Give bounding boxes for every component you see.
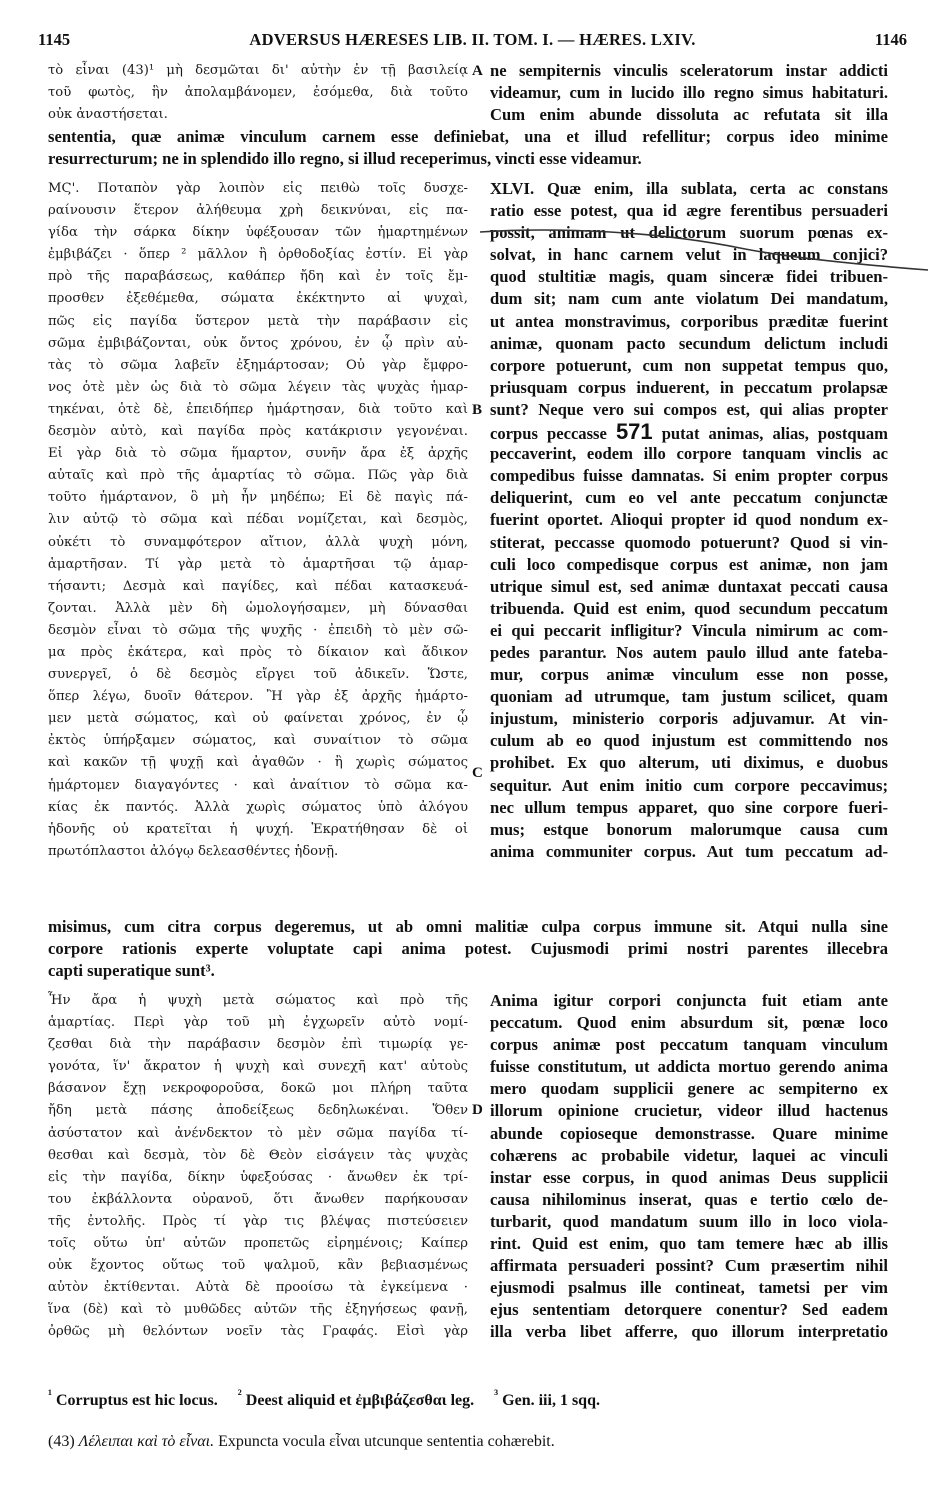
latin-line: Anima igitur corpori conjuncta fuit etiam ante (490, 991, 888, 1010)
greek-line: ἡδονῆς οὐ κρατεῖται ἡ ψυχή. Ἐκρατήθησαν δὲ οἱ (48, 821, 468, 837)
greek-line: γονότα, ἵν' ἄκρατον ἡ ψυχὴ καὶ συνεχῆ κατ' αὐτοὺς (48, 1059, 468, 1075)
greek-line: αὐταῖς καὶ πρὸ τῆς ἁμαρτίας τὸ σῶμα. Πῶς γὰρ διὰ (48, 468, 468, 484)
greek-line: Εἰ γὰρ διὰ τὸ σῶμα ἥμαρτον, συνῆν ἄρα ἐξ ἀρχῆς (48, 446, 468, 462)
greek-line: κίας ἐκ παντός. Ἀλλὰ χωρὶς σώματος ὑπὸ ἀλόγου (48, 799, 468, 815)
latin-line: Cum enim abunde dissoluta ac refutata sit illa (490, 105, 888, 125)
latin-line: fuerint oportet. Alioqui propter id quod nondum ex- (490, 510, 888, 530)
greek-line: ἁμαρτῆσαν. Τί γὰρ μετὰ τὸ ἁμαρτῆσαι τῷ ἁμαρ- (48, 556, 468, 572)
footnote-3: $^{^3}$ Gen. iii, 1 sqq. (494, 1387, 600, 1410)
greek-line: σῶμα ἐμβιβάζονται, οὐκ ὄντος χρόνου, ἐν ᾧ πρὶν αὐ- (48, 335, 468, 351)
note-text: Expuncta vocula εἶναι utcunque sententia cohærebit. (218, 1433, 555, 1450)
full-line: capti superatique sunt³. (48, 961, 215, 981)
greek-line: ζεσθαι διὰ τὴν παράβασιν δεσμὸν ἐπὶ τιμωρίᾳ γε- (48, 1037, 468, 1053)
latin-line-with-page-number (490, 421, 888, 443)
greek-line: λιν αὐτῷ τὸ σῶμα καὶ πέδαι νομίζεται, καὶ δεσμὸς, (48, 512, 468, 528)
latin-line: quoniam ad utrumque, tam justum scilicet, quam (490, 687, 888, 707)
latin-line: stiterat, peccasse quomodo potuerunt? Quod si vin- (490, 532, 888, 552)
latin-line: dum sit; nam cum ante violatum Dei mandatum, (490, 289, 888, 309)
latin-line: animæ, quonam pacto secundum delictum includi (490, 333, 888, 353)
latin-line: rint. Quid est enim, quo tam temere hæc ab illis (490, 1234, 888, 1254)
latin-column-2 (490, 178, 888, 863)
greek-line: πρωτόπλαστοι ἀλόγῳ δελεασθέντες ἡδονῇ. (48, 843, 339, 859)
latin-line: ut antea monstravimus, corporibus præditæ fuerint (490, 311, 888, 331)
greek-line: τὰς τὸ σῶμα λαβεῖν ἐξημάρτοσαν; Οὐ γὰρ ἔμφρο- (48, 357, 468, 373)
greek-column-2 (48, 178, 468, 863)
latin-line: possit, animam ut delictorum suorum pœnas ex- (490, 223, 888, 243)
full-width-text-2 (48, 916, 888, 982)
latin-line: ratio esse potest, qua id ægre ferentibus persuaderi (490, 201, 888, 221)
latin-line: nec ullum tempus apparet, quo sine corpore fueri- (490, 797, 888, 817)
latin-fragment: putat animas, alias, postquam (661, 424, 888, 444)
latin-line: illa verba libet afferre, quo illorum interpretatio (490, 1322, 888, 1342)
greek-line: ἵνα (δὲ) καὶ τὸ μυθῶδες αὐτῶν τῆς ἐξηγήσεως φανῇ, (48, 1302, 468, 1318)
greek-line: εἰς τὴν παγίδα, δίκην ὑφεξούσας · ἄνωθεν ἐκ τρί- (48, 1169, 468, 1185)
greek-line: οὐκ ἀναστήσεται. (48, 107, 168, 123)
latin-fragment: corpus peccasse (490, 424, 607, 444)
latin-line: utrique simul est, sed animæ duntaxat peccati causa (490, 576, 888, 596)
margin-letter-d: D (472, 1102, 483, 1118)
latin-line: culi loco compedisque corpus est animæ, non jam (490, 554, 888, 574)
greek-line: Ἦν ἄρα ἡ ψυχὴ μετὰ σώματος καὶ πρὸ τῆς (48, 993, 468, 1008)
full-line: corpore rationis experte voluptate capi anima potest. Cujusmodi primi nostri parentes illecebra (48, 939, 888, 959)
latin-column-1 (490, 60, 888, 126)
greek-line: του ἐκβάλλοντα οὐρανοῦ, ὅτι ἄνωθεν παρήκουσαν (48, 1191, 468, 1207)
greek-line: ΜϚ'. Ποταπὸν γὰρ λοιπὸν εἰς πειθὼ τοῖς δυσχε- (48, 181, 468, 196)
latin-line: injustum, ministerio corporis adjuvamur. At vin- (490, 709, 888, 729)
latin-line: corpus animæ post peccatum tanquam vinculum (490, 1035, 888, 1055)
latin-line: peccaverint, eodem illo corpore tanquam vinclis ac (490, 444, 888, 464)
footnote-1: $^{^1}$ Corruptus est hic locus. (48, 1387, 218, 1410)
page-number-right: 1146 (874, 30, 907, 49)
greek-line: δεσμὸν εἶναι τὸ σῶμα τῆς ψυχῆς · ἐπειδὴ τὸ μὲν σῶ- (48, 622, 468, 638)
latin-line: ei qui peccarit infligitur? Vincula nimirum ac com- (490, 620, 888, 640)
latin-line: affirmata persuaderi possint? Cum præsertim nihil (490, 1256, 888, 1276)
note-italic: Λέλειπαι καὶ τὸ εἶναι. (78, 1433, 215, 1450)
greek-line: τοῦτο ἡμάρτανον, ὃ μὴ ἦν μηδέπω; Εἰ δὲ παγὶς πά- (48, 490, 468, 506)
latin-line: priusquam corpus induerent, in peccatum prolapsæ (490, 377, 888, 397)
latin-line: solvat, in hanc carnem velut in laqueum conjici? (490, 245, 888, 265)
greek-line: νος ὁτὲ μὲν ὡς διὰ τὸ σῶμα λέγειν τὰς ψυχὰς ἡμαρ- (48, 379, 468, 395)
greek-line: ἡμάρτομεν διαγαγόντες · καὶ ἀναίτιον τὸ σῶμα κα- (48, 777, 468, 793)
greek-line: θεσθαι καὶ δεσμὰ, τὸν δὲ Θεὸν εἰσάγειν τὰς ψυχὰς (48, 1147, 468, 1163)
latin-line: instar esse corpus, in quod animas Deus supplicii (490, 1167, 888, 1187)
greek-line: πρὸ τῆς παραβάσεως, καθάπερ ἤδη καὶ ἐν τοῖς ἔμ- (48, 269, 468, 285)
greek-line: γίδα τὴν σάρκα δίκην ὑφέξουσαν τῶν ἡμαρτημένων (48, 225, 468, 241)
latin-line: illorum opinione crucietur, videor illud hactenus (490, 1101, 888, 1121)
latin-line: sequitur. Aut enim initio cum corpore peccavimus; (490, 775, 888, 795)
greek-line: ἐκτὸς ὑπήρξαμεν σώματος, καὶ συναίτιον τὸ σῶμα (48, 733, 468, 749)
latin-line: mur, corpus animæ vinculum esse non posse, (490, 665, 888, 685)
edition-page-number: 571 (615, 421, 653, 444)
latin-column-3 (490, 990, 888, 1344)
latin-line: mus; estque bonorum malorumque causa cum (490, 819, 888, 839)
pen-stroke-mark (480, 226, 930, 276)
full-width-text-1 (48, 126, 888, 170)
greek-line: βάσανον ἔχῃ νεκροφοροῦσα, δοκῶ μοι πλήρη ταῦτα (48, 1081, 468, 1097)
greek-column-3 (48, 990, 468, 1344)
greek-line: δεσμὸν αὐτὸ, καὶ παγίδα πρὸς κατάκρισιν γεγονέναι. (48, 424, 468, 440)
latin-line: fuisse constitutum, ut addicta mortuo gerendo anima (490, 1057, 888, 1077)
margin-letter-a: A (472, 63, 483, 79)
latin-line: tribuenda. Quid est enim, quod secundum peccatum (490, 598, 888, 618)
greek-line: ραίνουσιν ἕτερον ἀλήθευμα χρὴ δεικνύναι, εἰς πα- (48, 203, 468, 219)
greek-line: τοῖς οὕτω ὑπ' αὐτῶν προπετῶς εἰρημένοις; Καίπερ (48, 1236, 468, 1252)
latin-line: turbarit, quod mandatum suum illo in loco viola- (490, 1211, 888, 1231)
greek-line: τοῦ φωτὸς, ἣν ἀπολαμβάνομεν, ἐσόμεθα, διὰ τοῦτο (48, 85, 468, 101)
greek-line: προσθεν ἐξεθέμεθα, σώματα ἐκέκτηντο αἱ ψυχαὶ, (48, 291, 468, 307)
latin-line: deliquerint, cum eo vel ante peccatum conjunctæ (490, 488, 888, 508)
greek-line: τῆς ἐντολῆς. Πρὸς τί γὰρ τις βλέψας πιστεύσειεν (48, 1213, 468, 1229)
page-number-left: 1145 (38, 30, 71, 49)
latin-line: mero quodam supplicii genere ac sempiterno ex (490, 1079, 888, 1099)
greek-line: τήσαντι; Δεσμὰ καὶ παγίδες, καὶ πέδαι κατασκευά- (48, 578, 468, 594)
latin-line: ne sempiternis vinculis sceleratorum instar addicti (490, 61, 888, 80)
full-line: misimus, cum citra corpus degeremus, ut ab omni malitiæ culpa corpus immune sit. Atqui nulla sine (48, 917, 888, 936)
greek-line: οὐκ ἔχοντος οὕτως τοῦ ψαλμοῦ, κἂν βεβιασμένως (48, 1258, 468, 1274)
greek-line: καὶ κακῶν τῇ ψυχῇ καὶ ἀγαθῶν · ἢ χωρὶς σώματος (48, 755, 468, 771)
latin-line: cohærens ac probabile videtur, laquei ac vinculi (490, 1145, 888, 1165)
latin-line: peccatum. Quod enim absurdum sit, pœnæ loco (490, 1013, 888, 1033)
full-line: resurrecturum; ne in splendido illo regno, si illud receperimus, vincti esse videamur. (48, 149, 642, 169)
latin-line: prohibet. Ex quo alterum, uti diximus, e duobus (490, 753, 888, 773)
footnotes (48, 1387, 868, 1410)
greek-line: ἁμαρτίας. Περὶ γὰρ τοῦ μὴ ἐγχωρεῖν αὐτὸ νομί- (48, 1015, 468, 1031)
margin-letter-c: C (472, 765, 483, 781)
latin-line: culum ab eo quod injustum est committendo nos (490, 731, 888, 751)
latin-line: sunt? Neque vero sui compos est, qui alias propter (490, 399, 888, 419)
latin-line: abunde copioseque demonstrasse. Quare minime (490, 1123, 888, 1143)
greek-line: ἀσύστατον καὶ ἀνένδεκτον τὸ μὲν σῶμα παγίδα τί- (48, 1125, 468, 1141)
latin-line: corpore potuerunt, cum non suppetat tempus quo, (490, 355, 888, 375)
latin-line: causa nihilominus inserat, quas e tertio cœlo de- (490, 1189, 888, 1209)
greek-column-1 (48, 60, 468, 126)
latin-line: quod stultitiæ magis, quam sinceræ fidei tribuen- (490, 267, 888, 287)
greek-line: ζονται. Ἀλλὰ μὲν δὴ ὡμολογήσαμεν, μὴ δύνασθαι (48, 600, 468, 616)
greek-line: μα πρὸς ἑκάτερα, καὶ πρὸς τὸ δίκαιον καὶ ἄδικον (48, 644, 468, 660)
greek-line: αὐτὸν ἐκτίθενται. Αὐτὰ δὲ προοίσω τὰ ἐγκείμενα · (48, 1280, 468, 1296)
greek-line: συνεργεῖ, ὁ δὲ δεσμὸς εἴργει τοῦ ἀδικεῖν. Ὥστε, (48, 667, 468, 683)
latin-line: ejus sententiam detorquere conentur? Sed eadem (490, 1300, 888, 1320)
greek-line: μεν μετὰ σώματος, καὶ οὐ φαίνεται χρόνος, ἐν ᾧ (48, 711, 468, 727)
footnote-2: $^{^2}$ Deest aliquid et ἐμβιβάζεσθαι leg. (237, 1387, 475, 1410)
running-title: ADVERSUS HÆRESES LIB. II. TOM. I. — HÆRES. LXIV. (249, 30, 696, 49)
greek-line: οὐκέτι τὸ συναμφότερον αἴτιον, ἀλλὰ ψυχὴ μόνη, (48, 534, 468, 550)
latin-line: pedes parantur. Nos autem paulo illud ante fateba- (490, 642, 888, 662)
note-label: (43) (48, 1433, 75, 1450)
greek-line: ὀρθῶς μὴ θελόντων νοεῖν τὰς Γραφάς. Εἰσὶ γὰρ (48, 1324, 468, 1340)
greek-line: τηκέναι, ὁτὲ δὲ, ἐπειδήπερ ἡμάρτησαν, διὰ τοῦτο καὶ (48, 401, 468, 417)
latin-line: ejusmodi psalmus ille contineat, tametsi per vim (490, 1278, 888, 1298)
full-line: sententia, quæ animæ vinculum carnem esse definiebat, una et illud refellitur; corpus ideo minime (48, 127, 888, 146)
latin-line: XLVI. Quæ enim, illa sublata, certa ac constans (490, 179, 888, 198)
latin-line: compedibus fuisse damnatas. Si enim propter corpus (490, 466, 888, 486)
editorial-note-43 (48, 1433, 888, 1451)
latin-line: anima communiter corpus. Aut tum peccatum ad- (490, 841, 888, 861)
greek-line: ἤδη μετὰ πάσης ἀποδείξεως δεδηλωκέναι. Ὅθεν (48, 1103, 468, 1119)
greek-line: ἐμβιβάζει · ὅπερ ² μᾶλλον ἢ ὀρθοδοξίας ἐστίν. Εἰ γὰρ (48, 247, 468, 263)
margin-letter-b: B (472, 402, 483, 418)
running-header (38, 30, 907, 54)
greek-line: πῶς εἰς παγίδα ὕστερον μετὰ τὴν παράβασιν εἰς (48, 313, 468, 329)
greek-line: τὸ εἶναι (43)¹ μὴ δεσμῶται δι' αὐτὴν ἐν τῇ βασιλείᾳ (48, 63, 468, 78)
greek-line: ὅπερ λέγω, δυοῖν θάτερον. Ἢ γὰρ ἐξ ἀρχῆς ἡμάρτο- (48, 689, 468, 705)
latin-line: videamur, cum in lucido illo regno simus habitaturi. (490, 83, 888, 103)
